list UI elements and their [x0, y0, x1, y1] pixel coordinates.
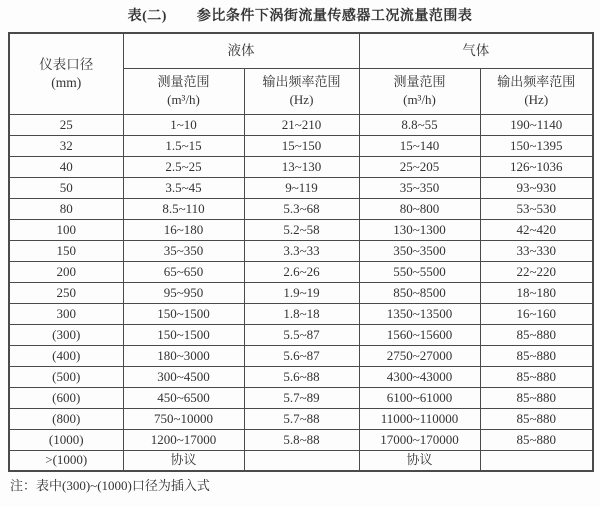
- table-row: [9, 303, 593, 324]
- gas-measure-range-cell: 4300~43000: [359, 366, 480, 387]
- gas-measure-range-cell: 15~140: [359, 135, 480, 156]
- gas-measure-range-cell: 130~1300: [359, 219, 480, 240]
- liquid-measure-range-cell: 协议: [123, 450, 244, 471]
- table-row: [9, 240, 593, 261]
- diameter-cell: 300: [9, 303, 123, 324]
- table-row: [9, 408, 593, 429]
- liquid-output-frequency-cell: [244, 450, 359, 471]
- gas-measure-range-unit: (m³/h): [403, 92, 436, 107]
- liquid-measure-range-cell: 750~10000: [123, 408, 244, 429]
- diameter-cell: (400): [9, 345, 123, 366]
- table-row: [9, 114, 593, 135]
- liquid-measure-range-cell: 8.5~110: [123, 198, 244, 219]
- gas-output-frequency-cell: 18~180: [480, 282, 593, 303]
- table-row: [9, 219, 593, 240]
- diameter-unit: (mm): [51, 74, 82, 90]
- gas-output-frequency-cell: 190~1140: [480, 114, 593, 135]
- gas-output-frequency-cell: 22~220: [480, 261, 593, 282]
- gas-output-frequency-unit: (Hz): [524, 92, 549, 107]
- diameter-cell: 32: [9, 135, 123, 156]
- gas-output-frequency-cell: 33~330: [480, 240, 593, 261]
- liquid-measure-range-header-cell: [123, 68, 244, 114]
- gas-measure-range-cell: 35~350: [359, 177, 480, 198]
- diameter-cell: 80: [9, 198, 123, 219]
- liquid-measure-range-label: 测量范围: [157, 74, 210, 90]
- liquid-measure-range-cell: 1200~17000: [123, 429, 244, 450]
- liquid-output-frequency-cell: 5.7~88: [244, 408, 359, 429]
- table-row: [9, 261, 593, 282]
- liquid-group-header-cell: 液体: [123, 33, 359, 68]
- liquid-output-frequency-cell: 13~130: [244, 156, 359, 177]
- gas-output-frequency-label: 输出频率范围: [497, 74, 576, 90]
- liquid-output-frequency-cell: 5.5~87: [244, 324, 359, 345]
- liquid-measure-range-cell: 300~4500: [123, 366, 244, 387]
- flow-range-table: [8, 32, 594, 472]
- liquid-measure-range-cell: 95~950: [123, 282, 244, 303]
- gas-measure-range-label: 测量范围: [393, 74, 446, 90]
- gas-measure-range-cell: 1560~15600: [359, 324, 480, 345]
- liquid-output-frequency-cell: 5.2~58: [244, 219, 359, 240]
- liquid-measure-range-cell: 450~6500: [123, 387, 244, 408]
- gas-measure-range-cell: 6100~61000: [359, 387, 480, 408]
- liquid-output-frequency-cell: 2.6~26: [244, 261, 359, 282]
- table-row: [9, 135, 593, 156]
- gas-output-frequency-cell: [480, 450, 593, 471]
- diameter-cell: 150: [9, 240, 123, 261]
- diameter-cell: 50: [9, 177, 123, 198]
- diameter-cell: 40: [9, 156, 123, 177]
- liquid-measure-range-unit: (m³/h): [167, 92, 200, 107]
- gas-measure-range-cell: 25~205: [359, 156, 480, 177]
- gas-output-frequency-cell: 53~530: [480, 198, 593, 219]
- diameter-cell: (1000): [9, 429, 123, 450]
- gas-output-frequency-cell: 85~880: [480, 429, 593, 450]
- liquid-measure-range-cell: 180~3000: [123, 345, 244, 366]
- liquid-output-frequency-cell: 15~150: [244, 135, 359, 156]
- liquid-output-frequency-cell: 21~210: [244, 114, 359, 135]
- gas-output-frequency-cell: 93~930: [480, 177, 593, 198]
- diameter-label: 仪表口径: [39, 56, 94, 72]
- liquid-measure-range-cell: 3.5~45: [123, 177, 244, 198]
- liquid-output-frequency-header-cell: [244, 68, 359, 114]
- gas-measure-range-cell: 80~800: [359, 198, 480, 219]
- table-row: [9, 345, 593, 366]
- table-title-text: 参比条件下涡街流量传感器工况流量范围表: [196, 9, 473, 24]
- table-row: [9, 387, 593, 408]
- liquid-output-frequency-cell: 9~119: [244, 177, 359, 198]
- table-row: [9, 198, 593, 219]
- gas-measure-range-cell: 850~8500: [359, 282, 480, 303]
- liquid-output-frequency-cell: 5.6~88: [244, 366, 359, 387]
- gas-output-frequency-cell: 85~880: [480, 366, 593, 387]
- liquid-measure-range-cell: 16~180: [123, 219, 244, 240]
- liquid-output-frequency-cell: 1.8~18: [244, 303, 359, 324]
- liquid-measure-range-cell: 1.5~15: [123, 135, 244, 156]
- liquid-output-frequency-unit: (Hz): [289, 92, 314, 107]
- gas-output-frequency-cell: 85~880: [480, 408, 593, 429]
- gas-measure-range-cell: 350~3500: [359, 240, 480, 261]
- liquid-output-frequency-cell: 1.9~19: [244, 282, 359, 303]
- table-row: [9, 156, 593, 177]
- liquid-output-frequency-cell: 5.8~88: [244, 429, 359, 450]
- table-title-prefix: 表(二): [127, 9, 167, 24]
- gas-output-frequency-cell: 150~1395: [480, 135, 593, 156]
- liquid-measure-range-cell: 2.5~25: [123, 156, 244, 177]
- gas-measure-range-cell: 8.8~55: [359, 114, 480, 135]
- gas-measure-range-cell: 11000~110000: [359, 408, 480, 429]
- table-body: [9, 114, 593, 471]
- diameter-cell: 200: [9, 261, 123, 282]
- table-row: [9, 429, 593, 450]
- gas-measure-range-cell: 协议: [359, 450, 480, 471]
- diameter-cell: 25: [9, 114, 123, 135]
- table-row: [9, 366, 593, 387]
- diameter-cell: (500): [9, 366, 123, 387]
- gas-output-frequency-cell: 126~1036: [480, 156, 593, 177]
- gas-group-header-cell: 气体: [359, 33, 593, 68]
- diameter-header-cell: [9, 33, 123, 114]
- gas-output-frequency-cell: 85~880: [480, 345, 593, 366]
- gas-measure-range-header-cell: [359, 68, 480, 114]
- diameter-cell: (800): [9, 408, 123, 429]
- gas-output-frequency-header-cell: [480, 68, 593, 114]
- diameter-cell: (600): [9, 387, 123, 408]
- liquid-output-frequency-label: 输出频率范围: [262, 74, 341, 90]
- table-title: [0, 0, 600, 25]
- table-row: [9, 177, 593, 198]
- gas-measure-range-cell: 2750~27000: [359, 345, 480, 366]
- gas-output-frequency-cell: 85~880: [480, 324, 593, 345]
- footnote: 注：表中(300)~(1000)口径为插入式: [10, 478, 210, 493]
- diameter-cell: (300): [9, 324, 123, 345]
- liquid-output-frequency-cell: 5.6~87: [244, 345, 359, 366]
- gas-output-frequency-cell: 42~420: [480, 219, 593, 240]
- gas-output-frequency-cell: 16~160: [480, 303, 593, 324]
- liquid-output-frequency-cell: 5.7~89: [244, 387, 359, 408]
- liquid-output-frequency-cell: 3.3~33: [244, 240, 359, 261]
- gas-measure-range-cell: 550~5500: [359, 261, 480, 282]
- liquid-measure-range-cell: 35~350: [123, 240, 244, 261]
- table-row: [9, 282, 593, 303]
- gas-output-frequency-cell: 85~880: [480, 387, 593, 408]
- gas-measure-range-cell: 17000~170000: [359, 429, 480, 450]
- liquid-measure-range-cell: 1~10: [123, 114, 244, 135]
- liquid-measure-range-cell: 150~1500: [123, 324, 244, 345]
- header-group-row: [9, 33, 593, 68]
- table-row: [9, 324, 593, 345]
- diameter-cell: 100: [9, 219, 123, 240]
- table-header: [9, 33, 593, 114]
- liquid-output-frequency-cell: 5.3~68: [244, 198, 359, 219]
- diameter-cell: 250: [9, 282, 123, 303]
- liquid-measure-range-cell: 150~1500: [123, 303, 244, 324]
- diameter-cell: >(1000): [9, 450, 123, 471]
- liquid-measure-range-cell: 65~650: [123, 261, 244, 282]
- table-row: [9, 450, 593, 471]
- gas-measure-range-cell: 1350~13500: [359, 303, 480, 324]
